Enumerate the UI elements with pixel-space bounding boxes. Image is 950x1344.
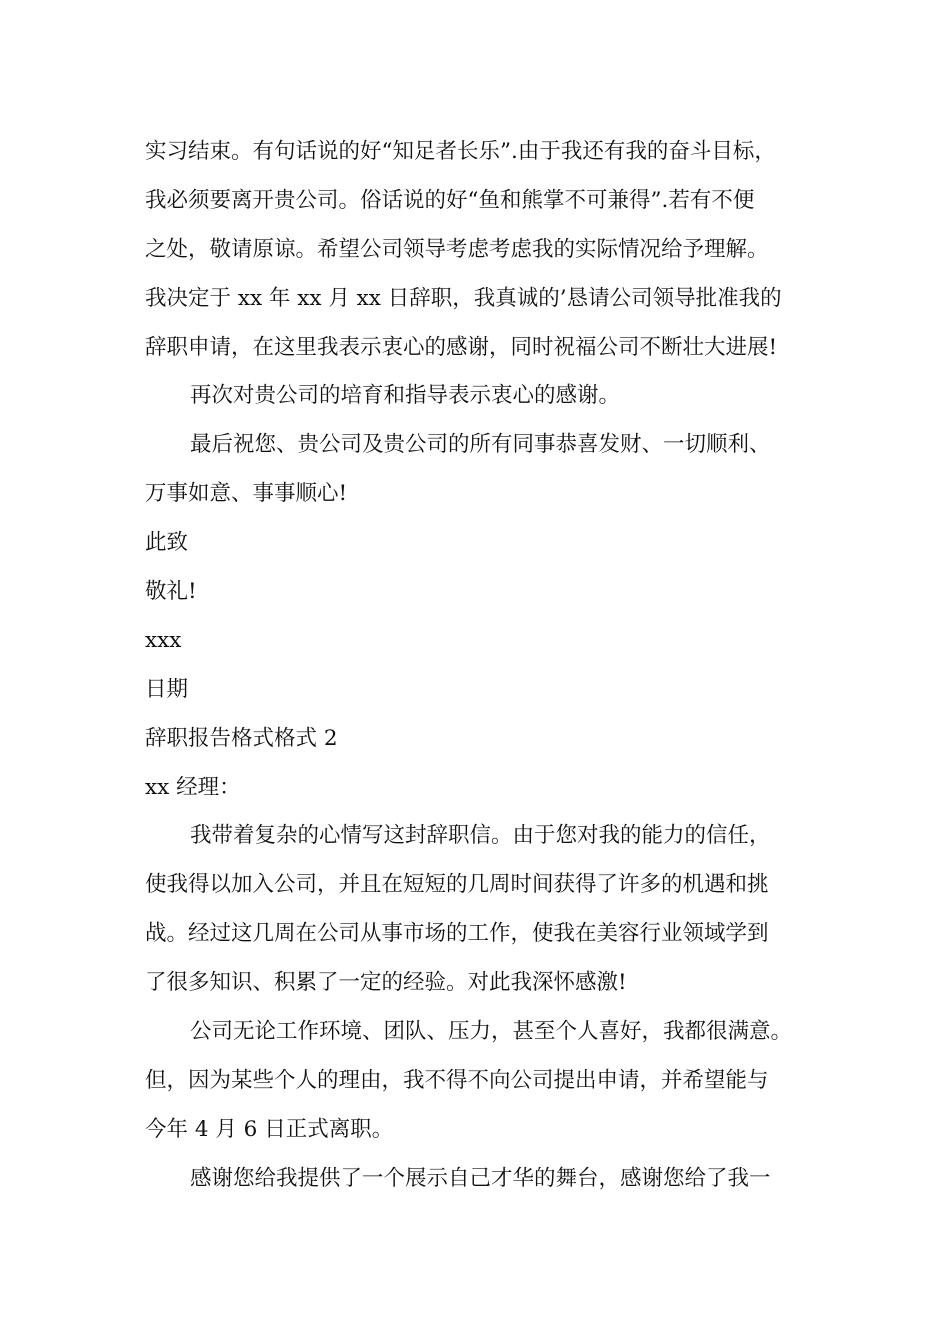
text-line: 再次对贵公司的培育和指导表示衷心的感谢。 xyxy=(190,383,621,409)
text-line: 了很多知识、积累了一定的经验。对此我深怀感激! xyxy=(145,970,627,996)
text-line: 实习结束。有句话说的好“知足者长乐”.由于我还有我的奋斗目标， xyxy=(145,139,776,164)
text-line: 最后祝您、贵公司及贵公司的所有同事恭喜发财、一切顺利、 xyxy=(190,432,771,458)
text-line: 使我得以加入公司，并且在短短的几周时间获得了许多的机遇和挑 xyxy=(145,872,769,898)
text-line: 之处，敬请原谅。希望公司领导考虑考虑我的实际情况给予理解。 xyxy=(145,236,769,262)
text-line: 此致 xyxy=(145,530,189,556)
text-line: 日期 xyxy=(145,676,189,702)
document-body xyxy=(145,128,845,1204)
text-line: 但，因为某些个人的理由，我不得不向公司提出申请，并希望能与 xyxy=(145,1067,769,1093)
text-line: 辞职报告格式格式 2 xyxy=(145,725,338,751)
text-line: 我必须要离开贵公司。俗话说的好“鱼和熊掌不可兼得”.若有不便 xyxy=(145,187,755,213)
text-line: 公司无论工作环境、团队、压力，甚至个人喜好，我都很满意。 xyxy=(190,1019,793,1045)
text-line: 今年 4 月 6 日正式离职。 xyxy=(145,1116,394,1142)
text-line: xxx xyxy=(145,627,182,653)
text-line: 感谢您给我提供了一个展示自己才华的舞台，感谢您给了我一 xyxy=(190,1165,771,1191)
text-line: xx 经理： xyxy=(145,774,241,800)
text-line: 万事如意、事事顺心! xyxy=(145,481,348,507)
text-line: 战。经过这几周在公司从事市场的工作，使我在美容行业领域学到 xyxy=(145,921,769,947)
text-line: 敬礼! xyxy=(145,579,197,605)
text-line: 辞职申请，在这里我表示衷心的感谢，同时祝福公司不断壮大进展! xyxy=(145,334,778,360)
text-line: 我决定于 xx 年 xx 月 xx 日辞职，我真诚的’恳请公司领导批准我的 xyxy=(145,285,782,311)
text-line: 我带着复杂的心情写这封辞职信。由于您对我的能力的信任， xyxy=(190,823,771,849)
